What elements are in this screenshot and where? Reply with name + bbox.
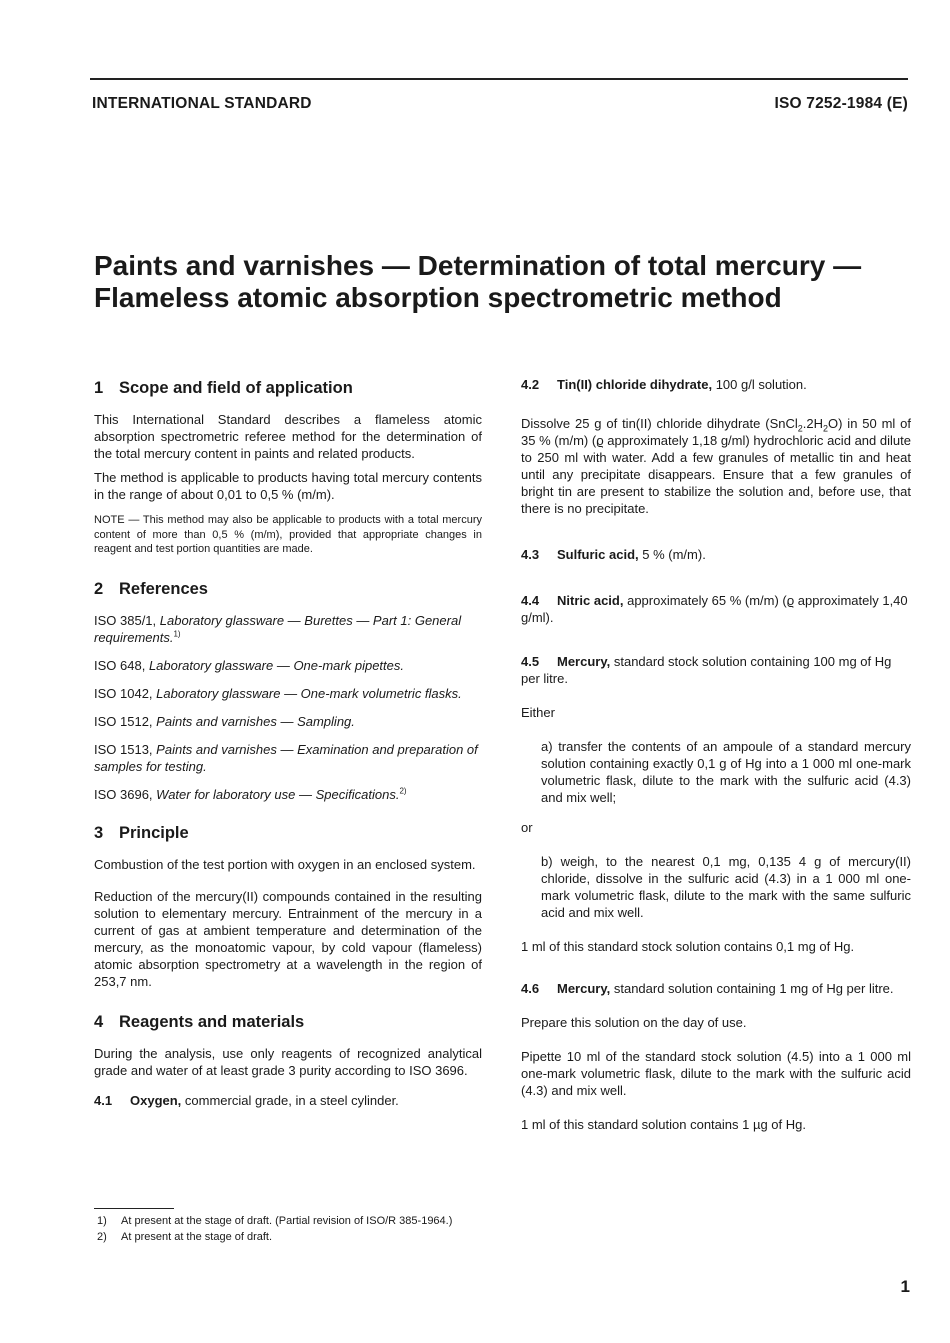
subsection-4-6-paragraph-2: Pipette 10 ml of the standard stock solution (4.5) into a 1 000 ml one-mark volumetric flask, dilute to the mark with the sulfuric acid (4.3) and mix well. <box>521 1049 911 1098</box>
section-4-heading: 4 Reagents and materials <box>94 1012 305 1031</box>
header-rule <box>90 78 908 80</box>
subsection-4-2-paragraph: Dissolve 25 g of tin(II) chloride dihydrate $(SnCl_2.2H_2O)$ in 50 ml of 35 % (m/m) (ϱ approximately 1,18 g/ml) hydrochloric acid and dilute to 250 ml with water. Add a few granules of metallic tin and heat until any precipitate disappears. Ensure that a few granules of bright tin are present to stabilize the solution and, before use, that there is no precipitate. <box>521 416 912 516</box>
reference-item: ISO 1512, Paints and varnishes — Sampling. <box>94 713 355 729</box>
right-column <box>521 376 911 1133</box>
references-list <box>94 612 482 803</box>
standard-number: ISO 7252-1984 (E) <box>774 95 908 112</box>
footnote-2: 2) At present at the stage of draft. <box>97 1231 273 1243</box>
section-1-note: NOTE — This method may also be applicable to products with a total mercury content of more than 0,5 % (m/m), provided that appropriate changes in reagent and test portion quantities are made. <box>94 514 482 555</box>
subsection-4-6-paragraph-3: 1 ml of this standard solution contains 1 µg of Hg. <box>521 1117 806 1132</box>
document-type-label: INTERNATIONAL STANDARD <box>92 95 312 112</box>
title-line-2: Flameless atomic absorption spectrometric method <box>94 282 782 313</box>
subsection-4-5: 4.5 Mercury, standard stock solution containing 100 mg of Hg per litre. <box>521 654 892 686</box>
reference-item: ISO 3696, Water for laboratory use — Specifications.$^{2)}$ <box>94 786 407 802</box>
section-3-paragraph-2: Reduction of the mercury(II) compounds contained in the resulting solution to elementary mercury. Entrainment of the mercury in a current of gas at ambient temperature and determination of the mercury, as the monoatomic vapour, by cold vapour (flameless) atomic absorption spectrometry at a wavelength in the region of 253,7 nm. <box>94 888 482 989</box>
option-b: b) weigh, to the nearest 0,1 mg, 0,135 4 g of mercury(II) chloride, dissolve in the sulfuric acid (4.3) in a 1 000 ml one-mark volumetric flask, dilute to the mark with the same sulfuric acid and mix well. <box>541 854 911 920</box>
reference-item: ISO 385/1, Laboratory glassware — Burettes — Part 1: General requirements.$^{1)}$ <box>94 612 462 645</box>
subsection-4-6-paragraph-1: Prepare this solution on the day of use. <box>521 1015 747 1030</box>
document-title <box>94 250 914 314</box>
subsection-4-3: 4.3 Sulfuric acid, 5 % (m/m). <box>521 547 706 562</box>
title-line-1: Paints and varnishes — Determination of total mercury — <box>94 250 862 281</box>
page-number: 1 <box>900 1277 910 1296</box>
option-a: a) transfer the contents of an ampoule of a standard mercury solution containing exactly 0,1 g of Hg into a 1 000 ml one-mark volumetric flask, dilute to the mark with the sulfuric acid (4.3) and mix well; <box>541 739 911 805</box>
stock-solution-statement: 1 ml of this standard stock solution contains 0,1 mg of Hg. <box>521 939 855 954</box>
section-4-paragraph: During the analysis, use only reagents of recognized analytical grade and water of at least grade 3 purity according to ISO 3696. <box>94 1045 482 1078</box>
left-column <box>94 378 482 1109</box>
footnote-1: 1) At present at the stage of draft. (Partial revision of ISO/R 385-1964.) <box>97 1215 453 1227</box>
reference-item: ISO 648, Laboratory glassware — One-mark pipettes. <box>94 657 404 673</box>
section-3-paragraph-1: Combustion of the test portion with oxygen in an enclosed system. <box>94 856 476 872</box>
subsection-4-1: 4.1 Oxygen, commercial grade, in a steel cylinder. <box>94 1092 399 1108</box>
reference-item: ISO 1042, Laboratory glassware — One-mark volumetric flasks. <box>94 685 462 701</box>
section-1-paragraph-1: This International Standard describes a flameless atomic absorption spectrometric referee method for the determination of the total mercury content in paints and related products. <box>94 412 482 461</box>
section-2-heading: 2 References <box>94 579 208 598</box>
subsection-4-4: 4.4 Nitric acid, approximately 65 % (m/m) (ϱ approximately 1,40 g/ml). <box>521 593 908 625</box>
subsection-4-2: 4.2 Tin(II) chloride dihydrate, 100 g/l solution. <box>521 377 807 392</box>
either-label: Either <box>521 705 555 720</box>
section-1-paragraph-2: The method is applicable to products having total mercury contents in the range of about 0,01 to 0,5 % (m/m). <box>94 470 482 502</box>
reference-item: ISO 1513, Paints and varnishes — Examination and preparation of samples for testing. <box>94 741 478 774</box>
subsection-4-6: 4.6 Mercury, standard solution containing 1 mg of Hg per litre. <box>521 981 894 996</box>
or-label: or <box>521 820 533 835</box>
section-3-heading: 3 Principle <box>94 823 189 842</box>
footnote-rule <box>94 1208 174 1209</box>
section-1-heading: 1 Scope and field of application <box>94 379 353 397</box>
